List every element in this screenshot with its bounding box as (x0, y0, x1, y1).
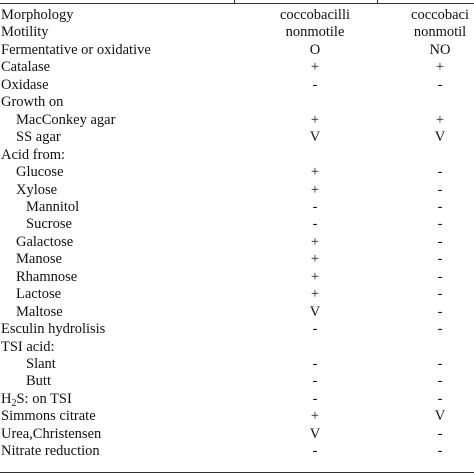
col1-cell: V (309, 303, 321, 320)
col1-cell: - (312, 76, 318, 93)
table-row (0, 408, 474, 424)
table-row (0, 251, 474, 267)
row-label: Xylose (16, 181, 58, 198)
table-top-rule (0, 3, 474, 4)
row-label: TSI acid: (1, 338, 55, 355)
table-row (0, 42, 474, 58)
header-divider-left (234, 0, 235, 4)
col1-cell: + (310, 286, 320, 303)
col1-cell: - (312, 443, 318, 460)
row-label: Morphology (1, 7, 74, 23)
row-label: Motility (1, 24, 49, 41)
col1-cell: + (310, 59, 320, 76)
row-label: Glucose (16, 164, 64, 180)
col1-cell: V (309, 129, 321, 146)
table-row (0, 339, 474, 355)
row-label: SS agar (16, 129, 61, 146)
table-row (0, 147, 474, 163)
table-row (0, 199, 474, 215)
col1-cell: - (312, 198, 318, 215)
table-row (0, 426, 474, 442)
table-row (0, 304, 474, 320)
row-label: Mannitol (26, 198, 80, 215)
row-label: Fermentative or oxidative (1, 41, 151, 58)
row-label: Catalase (1, 59, 51, 76)
row-label: Esculin hydrolisis (1, 321, 106, 338)
table-bottom-rule (0, 472, 474, 473)
col2-cell: + (435, 111, 445, 128)
col2-cell: - (437, 425, 443, 442)
col2-cell: V (434, 129, 446, 146)
col2-cell: - (437, 373, 443, 390)
col2-cell: - (437, 164, 443, 180)
col2-cell: - (437, 356, 443, 372)
table-row (0, 129, 474, 145)
col2-cell: - (437, 321, 443, 338)
table-row (0, 77, 474, 93)
table-row (0, 216, 474, 232)
col2-cell: - (437, 303, 443, 320)
col1-cell: + (310, 408, 320, 425)
col2-cell: - (437, 286, 443, 303)
col2-cell: - (437, 443, 443, 460)
row-label: Lactose (16, 286, 62, 303)
col1-cell: - (312, 321, 318, 338)
row-label: Urea,Christensen (1, 425, 102, 442)
row-label: MacConkey agar (16, 111, 116, 128)
col2-cell: V (434, 408, 446, 425)
col2-cell: - (437, 268, 443, 285)
table-row (0, 321, 474, 337)
col1-cell: + (310, 251, 320, 268)
row-label: Maltose (16, 303, 63, 320)
header-divider-right (377, 0, 378, 4)
col1-cell: + (310, 111, 320, 128)
row-label: Butt (26, 373, 51, 390)
col2-cell: - (437, 390, 443, 407)
table-row (0, 234, 474, 250)
col2-cell: coccobaci (411, 7, 469, 23)
row-label: Growth on (1, 94, 64, 111)
col1-cell: + (310, 164, 320, 180)
row-label: Oxidase (1, 76, 49, 93)
col2-cell: + (435, 59, 445, 76)
table-row (0, 112, 474, 128)
table-row (0, 356, 474, 372)
row-label: Rhamnose (16, 268, 78, 285)
table-row (0, 7, 474, 23)
table-row (0, 373, 474, 389)
table-row (0, 286, 474, 302)
row-label: Manose (16, 251, 62, 268)
col1-cell: - (312, 373, 318, 390)
col1-cell: - (312, 216, 318, 233)
col1-cell: coccobacilli (279, 7, 351, 23)
row-label: Sucrose (26, 216, 72, 233)
col1-cell: nonmotile (285, 24, 345, 41)
col1-cell: + (310, 181, 320, 198)
table-row (0, 269, 474, 285)
table-row (0, 391, 474, 407)
col1-cell: O (309, 41, 321, 58)
col2-cell: - (437, 76, 443, 93)
col1-cell: + (310, 268, 320, 285)
col2-cell: NO (429, 41, 451, 58)
row-label: Acid from: (1, 146, 66, 163)
table-row (0, 443, 474, 459)
col1-cell: - (312, 356, 318, 372)
col2-cell: - (437, 181, 443, 198)
table-row (0, 24, 474, 40)
col2-cell: - (437, 251, 443, 268)
table-row (0, 164, 474, 180)
table-row (0, 94, 474, 110)
table-row (0, 182, 474, 198)
col2-cell: nonmotil (413, 24, 467, 41)
table-row (0, 59, 474, 75)
row-label: Simmons citrate (1, 408, 96, 425)
col2-cell: - (437, 198, 443, 215)
col1-cell: - (312, 390, 318, 407)
row-label: Nitrate reduction (1, 443, 100, 460)
row-label: $H_2S$: on TSI (1, 390, 72, 409)
row-label: Galactose (16, 233, 74, 250)
col1-cell: + (310, 233, 320, 250)
col2-cell: - (437, 216, 443, 233)
row-label: Slant (26, 356, 56, 372)
col2-cell: - (437, 233, 443, 250)
col1-cell: V (309, 425, 321, 442)
